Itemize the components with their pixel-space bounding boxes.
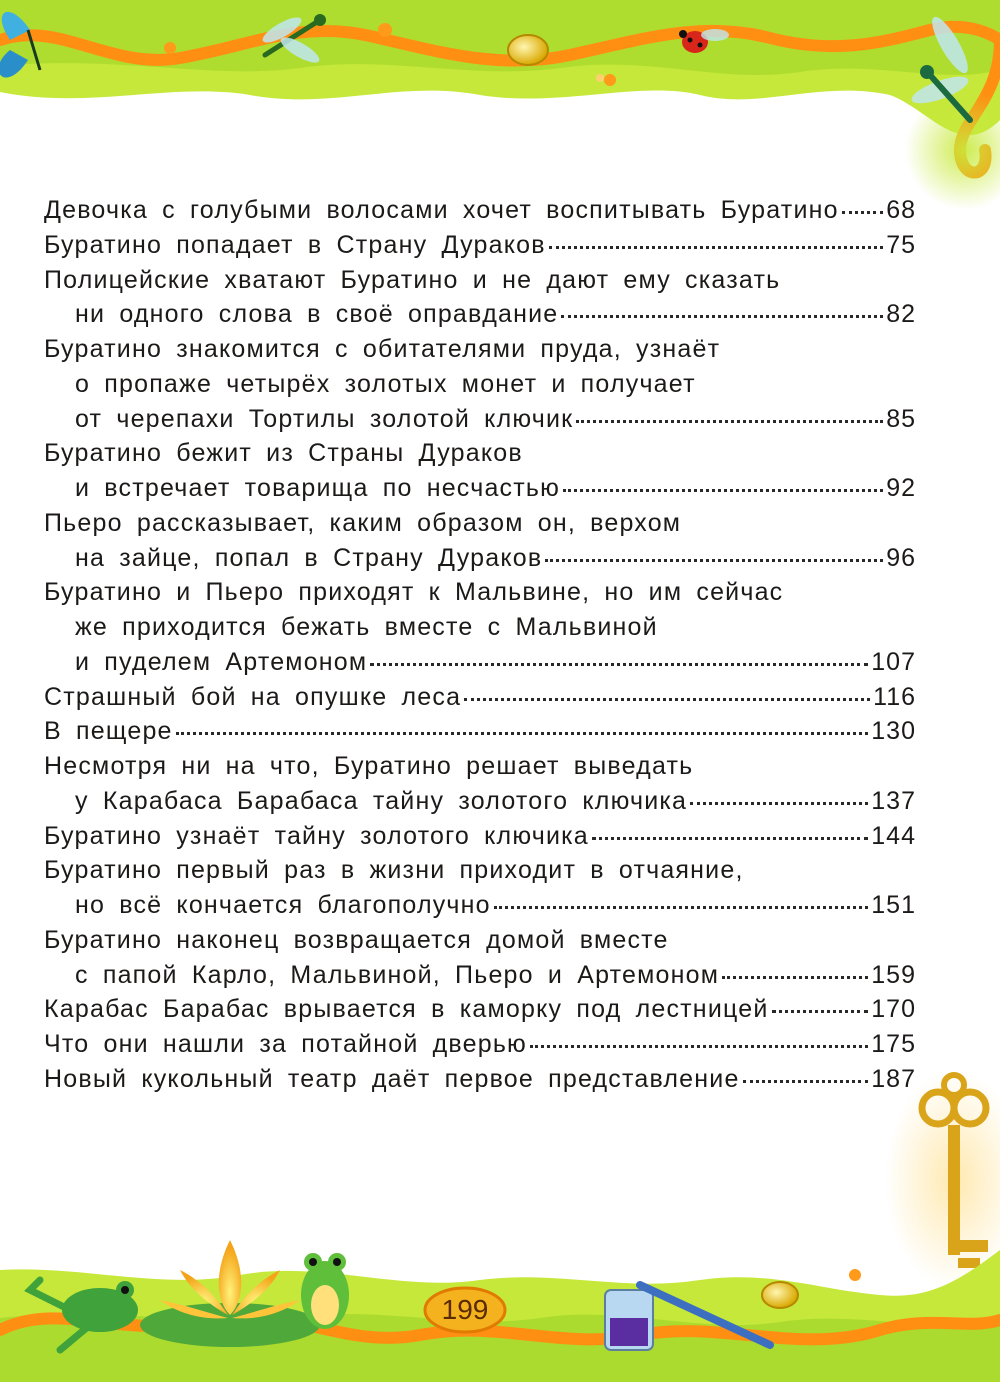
toc-entry-title: Что они нашли за потайной дверью (44, 1030, 527, 1058)
toc-page-number: 92 (886, 474, 916, 502)
toc-entry (44, 749, 916, 819)
toc-page-number: 175 (871, 1030, 916, 1058)
dot-leader (494, 906, 869, 909)
coin-icon (508, 35, 548, 65)
toc-page-number: 137 (871, 786, 916, 815)
toc-page-number: 159 (871, 960, 916, 989)
toc-page-number: 187 (871, 1064, 916, 1093)
toc-entry (44, 1062, 916, 1097)
toc-page-number: 68 (886, 196, 916, 224)
toc-entry-title: Буратино узнаёт тайну золотого ключика (44, 821, 589, 850)
coin-icon (762, 1282, 798, 1308)
toc-line: Буратино наконец возвращается домой вместе (44, 925, 669, 954)
dot-leader (592, 837, 868, 840)
toc-entry-title: Буратино попадает в Страну Дураков (44, 230, 546, 259)
toc-entry (44, 1027, 916, 1062)
toc-entry-title: и встречает товарища по несчастью (75, 474, 561, 502)
toc-line (44, 541, 916, 576)
dot-leader (722, 976, 868, 979)
toc-entry-title: и пуделем Артемоном (75, 647, 368, 676)
ink-jar-icon (605, 1290, 653, 1350)
toc-line (44, 645, 916, 680)
toc-entry (44, 332, 916, 436)
toc-line: Пьеро рассказывает, каким образом он, верхом (44, 508, 682, 537)
toc-line: Несмотря ни на что, Буратино решает выведать (44, 752, 694, 780)
toc-entry (44, 436, 916, 506)
dot-leader (576, 420, 883, 423)
toc-line: Буратино знакомится с обитателями пруда, узнаёт (44, 335, 721, 363)
toc-line (44, 819, 916, 854)
dot-leader (561, 315, 883, 318)
toc-line: Буратино и Пьеро приходят к Мальвине, но им сейчас (44, 578, 784, 607)
toc-entry (44, 923, 916, 993)
toc-entry-title: у Карабаса Барабаса тайну золотого ключика (75, 786, 688, 815)
toc-line (44, 193, 916, 228)
toc-line: Буратино бежит из Страны Дураков (44, 439, 523, 468)
toc-page-number: 144 (871, 821, 916, 850)
dot-leader (370, 663, 868, 666)
toc-entry (44, 228, 916, 263)
toc-line (44, 402, 916, 437)
page-number: 199 (441, 1294, 489, 1325)
toc-entry (44, 263, 916, 333)
toc-page-number: 75 (886, 230, 916, 259)
dot-leader (530, 1045, 868, 1048)
toc-entry-title: от черепахи Тортилы золотой ключик (75, 404, 574, 433)
golden-key-icon (885, 1070, 1000, 1290)
dot-leader (464, 698, 870, 701)
toc-entry (44, 714, 916, 749)
toc-line (44, 958, 916, 993)
toc-entry-title: Девочка с голубыми волосами хочет воспитывать Буратино (44, 196, 839, 224)
toc-page-number: 82 (886, 300, 916, 329)
toc-entry (44, 193, 916, 228)
dot-leader (772, 1010, 869, 1013)
dot-leader (176, 732, 869, 735)
toc-line (44, 992, 916, 1027)
toc-entry-title: Карабас Барабас врывается в каморку под лестницей (44, 995, 769, 1024)
toc-line: Буратино первый раз в жизни приходит в отчаяние, (44, 856, 744, 885)
toc-page-number: 170 (871, 995, 916, 1024)
dot-leader (545, 559, 883, 562)
toc-entry-title: ни одного слова в своё оправдание (75, 300, 559, 329)
table-of-contents (44, 193, 916, 1097)
toc-line (44, 297, 916, 332)
toc-page-number: 85 (886, 404, 916, 433)
toc-line (44, 784, 916, 819)
toc-page-number: 96 (886, 543, 916, 572)
toc-line: о пропаже четырёх золотых монет и получает (75, 369, 696, 398)
toc-entry-title: Новый кукольный театр даёт первое представление (44, 1064, 740, 1093)
dot-leader (690, 802, 868, 805)
toc-line (44, 1027, 916, 1062)
toc-page-number: 116 (873, 682, 916, 711)
toc-page-number: 130 (871, 717, 916, 746)
toc-line (44, 471, 916, 506)
toc-entry-title: но всё кончается благополучно (75, 891, 491, 919)
toc-entry-title: В пещере (44, 717, 173, 746)
dot-leader (743, 1080, 869, 1083)
toc-entry (44, 992, 916, 1027)
toc-line (44, 1062, 916, 1097)
toc-entry (44, 680, 916, 715)
dot-leader (549, 246, 883, 249)
toc-entry-title: на зайце, попал в Страну Дураков (75, 543, 543, 572)
toc-entry (44, 853, 916, 923)
toc-entry (44, 819, 916, 854)
dot-leader (842, 211, 883, 214)
toc-line (44, 228, 916, 263)
toc-entry-title: Страшный бой на опушке леса (44, 682, 462, 711)
toc-entry-title: с папой Карло, Мальвиной, Пьеро и Артемоном (75, 960, 720, 989)
toc-page-number: 151 (871, 891, 916, 919)
toc-line: же приходится бежать вместе с Мальвиной (75, 613, 658, 641)
toc-line: Полицейские хватают Буратино и не дают ему сказать (44, 265, 781, 294)
toc-line (44, 714, 916, 749)
dot-leader (563, 489, 883, 492)
toc-line (44, 680, 916, 715)
toc-entry (44, 575, 916, 679)
toc-entry (44, 506, 916, 576)
frog-icon (301, 1253, 349, 1329)
toc-line (44, 888, 916, 923)
toc-page-number: 107 (871, 647, 916, 676)
